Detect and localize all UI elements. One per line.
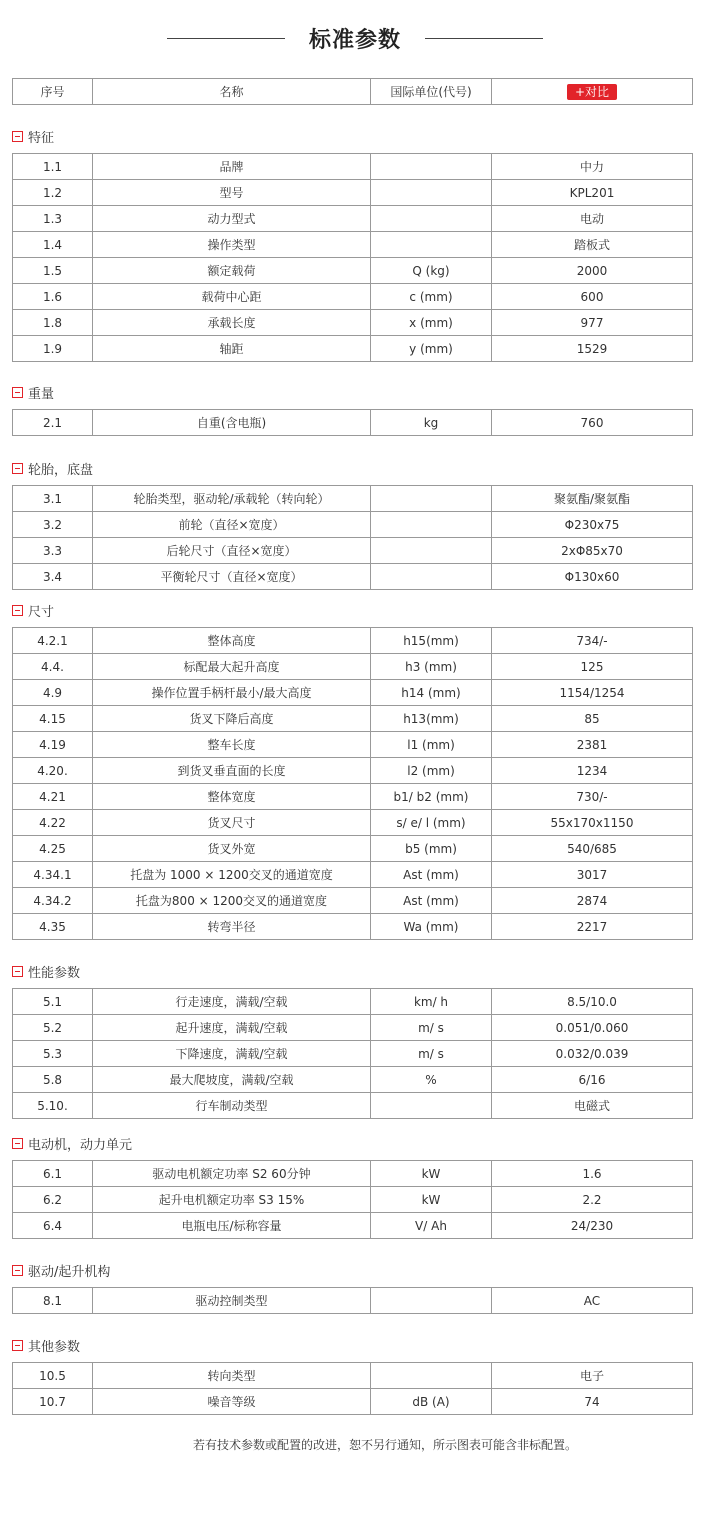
- table-row: [13, 258, 693, 284]
- row-name: 操作位置手柄杆最小/最大高度: [93, 680, 371, 706]
- row-name: 后轮尺寸（直径×宽度）: [93, 538, 371, 564]
- spec-table: [12, 409, 693, 436]
- row-name: 额定载荷: [93, 258, 371, 284]
- row-number: 4.2.1: [13, 628, 93, 654]
- minus-square-icon[interactable]: [12, 463, 23, 474]
- row-number: 6.2: [13, 1187, 93, 1213]
- row-number: 3.1: [13, 486, 93, 512]
- row-name: 转向类型: [93, 1363, 371, 1389]
- row-number: 1.9: [13, 336, 93, 362]
- row-unit: h3 (mm): [371, 654, 492, 680]
- minus-square-icon[interactable]: [12, 1265, 23, 1276]
- row-value: 540/685: [492, 836, 693, 862]
- row-unit: [371, 232, 492, 258]
- minus-square-icon[interactable]: [12, 966, 23, 977]
- row-number: 5.3: [13, 1041, 93, 1067]
- footer-disclaimer: 若有技术参数或配置的改进，恕不另行通知，所示图表可能含非标配置。: [192, 1438, 577, 1452]
- row-unit: kW: [371, 1187, 492, 1213]
- row-value: 600: [492, 284, 693, 310]
- table-row: [13, 232, 693, 258]
- row-name: 平衡轮尺寸（直径×宽度）: [93, 564, 371, 590]
- page-title-bar: [0, 18, 710, 58]
- row-number: 10.7: [13, 1389, 93, 1415]
- row-value: 2874: [492, 888, 693, 914]
- row-number: 1.1: [13, 154, 93, 180]
- page-title: 标准参数: [308, 27, 401, 53]
- row-value: 0.032/0.039: [492, 1041, 693, 1067]
- section-header[interactable]: [12, 1134, 132, 1152]
- row-unit: h13(mm): [371, 706, 492, 732]
- row-value: 2.2: [492, 1187, 693, 1213]
- table-row: [13, 512, 693, 538]
- section-header[interactable]: [12, 1261, 110, 1279]
- compare-button[interactable]: +对比: [567, 84, 617, 100]
- row-unit: %: [371, 1067, 492, 1093]
- row-unit: [371, 206, 492, 232]
- table-row: [13, 1213, 693, 1239]
- table-row: [13, 154, 693, 180]
- row-number: 5.10.: [13, 1093, 93, 1119]
- row-number: 4.34.2: [13, 888, 93, 914]
- row-unit: l1 (mm): [371, 732, 492, 758]
- row-name: 噪音等级: [93, 1389, 371, 1415]
- section-header[interactable]: [12, 601, 54, 619]
- section-header[interactable]: [12, 962, 80, 980]
- row-value: 6/16: [492, 1067, 693, 1093]
- row-number: 4.20.: [13, 758, 93, 784]
- row-name: 转弯半径: [93, 914, 371, 940]
- row-number: 3.4: [13, 564, 93, 590]
- table-row: [13, 206, 693, 232]
- row-number: 5.8: [13, 1067, 93, 1093]
- row-unit: m/ s: [371, 1041, 492, 1067]
- row-value: 2217: [492, 914, 693, 940]
- table-row: [13, 1363, 693, 1389]
- spec-table: [12, 153, 693, 362]
- spec-header-table: [12, 78, 693, 105]
- row-unit: dB (A): [371, 1389, 492, 1415]
- row-value: 1234: [492, 758, 693, 784]
- row-value: 电动: [492, 206, 693, 232]
- row-name: 操作类型: [93, 232, 371, 258]
- row-unit: [371, 486, 492, 512]
- row-value: Φ230x75: [492, 512, 693, 538]
- row-value: Φ130x60: [492, 564, 693, 590]
- section-title: 其他参数: [28, 1339, 81, 1355]
- table-row: [13, 680, 693, 706]
- row-name: 到货叉垂直面的长度: [93, 758, 371, 784]
- table-row: [13, 564, 693, 590]
- row-unit: km/ h: [371, 989, 492, 1015]
- minus-square-icon[interactable]: [12, 387, 23, 398]
- row-name: 行走速度，满载/空载: [93, 989, 371, 1015]
- row-number: 5.2: [13, 1015, 93, 1041]
- row-number: 4.35: [13, 914, 93, 940]
- table-row: [13, 836, 693, 862]
- row-unit: [371, 154, 492, 180]
- row-value: 1.6: [492, 1161, 693, 1187]
- row-name: 货叉下降后高度: [93, 706, 371, 732]
- table-row: [13, 628, 693, 654]
- section-title: 特征: [28, 130, 55, 146]
- row-number: 4.21: [13, 784, 93, 810]
- row-unit: Ast (mm): [371, 862, 492, 888]
- row-value: 2xΦ85x70: [492, 538, 693, 564]
- section-title: 尺寸: [28, 604, 55, 620]
- row-unit: [371, 564, 492, 590]
- row-value: 0.051/0.060: [492, 1015, 693, 1041]
- row-number: 4.15: [13, 706, 93, 732]
- title-divider-right: [425, 38, 543, 39]
- row-name: 整车长度: [93, 732, 371, 758]
- row-name: 行车制动类型: [93, 1093, 371, 1119]
- row-number: 1.6: [13, 284, 93, 310]
- header-compare-cell: [492, 79, 693, 105]
- row-number: 1.5: [13, 258, 93, 284]
- section-header[interactable]: [12, 383, 54, 401]
- spec-table: [12, 1287, 693, 1314]
- row-number: 4.25: [13, 836, 93, 862]
- title-divider-left: [167, 38, 285, 39]
- table-row: [13, 1015, 693, 1041]
- section-title: 电动机，动力单元: [28, 1137, 133, 1153]
- row-number: 2.1: [13, 410, 93, 436]
- row-value: AC: [492, 1288, 693, 1314]
- row-number: 3.2: [13, 512, 93, 538]
- spec-table: [12, 988, 693, 1119]
- table-row: [13, 180, 693, 206]
- row-unit: s/ e/ l (mm): [371, 810, 492, 836]
- table-row: [13, 1187, 693, 1213]
- row-number: 1.3: [13, 206, 93, 232]
- row-value: 2381: [492, 732, 693, 758]
- row-name: 标配最大起升高度: [93, 654, 371, 680]
- row-value: 1529: [492, 336, 693, 362]
- row-name: 型号: [93, 180, 371, 206]
- row-value: 2000: [492, 258, 693, 284]
- row-name: 货叉尺寸: [93, 810, 371, 836]
- section-header[interactable]: [12, 459, 93, 477]
- row-name: 起升速度，满载/空载: [93, 1015, 371, 1041]
- row-name: 驱动控制类型: [93, 1288, 371, 1314]
- row-name: 下降速度，满载/空载: [93, 1041, 371, 1067]
- row-number: 4.9: [13, 680, 93, 706]
- spec-table: [12, 627, 693, 940]
- table-row: [13, 888, 693, 914]
- row-name: 整体高度: [93, 628, 371, 654]
- row-name: 载荷中心距: [93, 284, 371, 310]
- row-name: 最大爬坡度，满载/空载: [93, 1067, 371, 1093]
- row-number: 1.4: [13, 232, 93, 258]
- row-value: 55x170x1150: [492, 810, 693, 836]
- row-value: 74: [492, 1389, 693, 1415]
- row-name: 驱动电机额定功率 S2 60分钟: [93, 1161, 371, 1187]
- row-value: 760: [492, 410, 693, 436]
- row-name: 动力型式: [93, 206, 371, 232]
- table-row: [13, 1389, 693, 1415]
- row-unit: kW: [371, 1161, 492, 1187]
- row-value: 977: [492, 310, 693, 336]
- row-unit: l2 (mm): [371, 758, 492, 784]
- row-number: 1.8: [13, 310, 93, 336]
- row-unit: b1/ b2 (mm): [371, 784, 492, 810]
- row-value: 踏板式: [492, 232, 693, 258]
- row-name: 货叉外宽: [93, 836, 371, 862]
- table-row: [13, 1067, 693, 1093]
- table-row: [13, 486, 693, 512]
- row-name: 起升电机额定功率 S3 15%: [93, 1187, 371, 1213]
- row-unit: y (mm): [371, 336, 492, 362]
- row-unit: b5 (mm): [371, 836, 492, 862]
- row-number: 4.34.1: [13, 862, 93, 888]
- row-name: 托盘为 1000 × 1200交叉的通道宽度: [93, 862, 371, 888]
- row-value: 8.5/10.0: [492, 989, 693, 1015]
- table-row: [13, 862, 693, 888]
- row-name: 轴距: [93, 336, 371, 362]
- row-number: 4.19: [13, 732, 93, 758]
- row-value: 3017: [492, 862, 693, 888]
- row-number: 1.2: [13, 180, 93, 206]
- table-row: [13, 732, 693, 758]
- row-number: 3.3: [13, 538, 93, 564]
- row-name: 承载长度: [93, 310, 371, 336]
- spec-table: [12, 485, 693, 590]
- table-row: [13, 784, 693, 810]
- row-number: 4.4.: [13, 654, 93, 680]
- row-name: 品牌: [93, 154, 371, 180]
- row-unit: V/ Ah: [371, 1213, 492, 1239]
- row-value: KPL201: [492, 180, 693, 206]
- table-row: [13, 654, 693, 680]
- row-unit: [371, 1093, 492, 1119]
- spec-table: [12, 1362, 693, 1415]
- row-name: 自重(含电瓶): [93, 410, 371, 436]
- row-value: 中力: [492, 154, 693, 180]
- minus-square-icon[interactable]: [12, 1138, 23, 1149]
- row-value: 734/-: [492, 628, 693, 654]
- row-value: 1154/1254: [492, 680, 693, 706]
- row-value: 730/-: [492, 784, 693, 810]
- table-row: [13, 1161, 693, 1187]
- row-value: 电磁式: [492, 1093, 693, 1119]
- row-value: 125: [492, 654, 693, 680]
- row-name: 前轮（直径×宽度）: [93, 512, 371, 538]
- row-unit: h15(mm): [371, 628, 492, 654]
- table-row: [13, 810, 693, 836]
- table-row: [13, 706, 693, 732]
- minus-square-icon[interactable]: [12, 131, 23, 142]
- header-no: 序号: [13, 79, 93, 105]
- row-value: 24/230: [492, 1213, 693, 1239]
- header-unit: 国际单位(代号): [371, 79, 492, 105]
- table-row: [13, 1041, 693, 1067]
- minus-square-icon[interactable]: [12, 605, 23, 616]
- row-number: 4.22: [13, 810, 93, 836]
- section-title: 轮胎，底盘: [28, 462, 94, 478]
- row-unit: [371, 512, 492, 538]
- table-row: [13, 989, 693, 1015]
- section-title: 驱动/起升机构: [28, 1264, 111, 1280]
- row-unit: [371, 1288, 492, 1314]
- row-number: 6.4: [13, 1213, 93, 1239]
- row-unit: [371, 538, 492, 564]
- row-unit: h14 (mm): [371, 680, 492, 706]
- table-row: [13, 1093, 693, 1119]
- row-value: 85: [492, 706, 693, 732]
- row-number: 6.1: [13, 1161, 93, 1187]
- row-number: 8.1: [13, 1288, 93, 1314]
- section-title: 重量: [28, 386, 55, 402]
- section-header[interactable]: [12, 1336, 80, 1354]
- table-row: [13, 284, 693, 310]
- row-unit: kg: [371, 410, 492, 436]
- row-unit: Q (kg): [371, 258, 492, 284]
- row-name: 整体宽度: [93, 784, 371, 810]
- row-name: 轮胎类型，驱动轮/承载轮（转向轮）: [93, 486, 371, 512]
- table-row: [13, 410, 693, 436]
- row-value: 聚氨酯/聚氨酯: [492, 486, 693, 512]
- spec-table: [12, 1160, 693, 1239]
- table-row: [13, 1288, 693, 1314]
- section-title: 性能参数: [28, 965, 81, 981]
- row-unit: x (mm): [371, 310, 492, 336]
- table-row: [13, 538, 693, 564]
- section-header[interactable]: [12, 127, 54, 145]
- table-row: [13, 758, 693, 784]
- row-name: 托盘为800 × 1200交叉的通道宽度: [93, 888, 371, 914]
- table-row: [13, 914, 693, 940]
- header-name: 名称: [93, 79, 371, 105]
- row-unit: Ast (mm): [371, 888, 492, 914]
- row-unit: c (mm): [371, 284, 492, 310]
- minus-square-icon[interactable]: [12, 1340, 23, 1351]
- row-number: 5.1: [13, 989, 93, 1015]
- row-unit: Wa (mm): [371, 914, 492, 940]
- row-name: 电瓶电压/标称容量: [93, 1213, 371, 1239]
- table-row: [13, 310, 693, 336]
- table-row: [13, 336, 693, 362]
- header-row: [13, 79, 693, 105]
- row-value: 电子: [492, 1363, 693, 1389]
- row-unit: [371, 180, 492, 206]
- row-number: 10.5: [13, 1363, 93, 1389]
- row-unit: [371, 1363, 492, 1389]
- row-unit: m/ s: [371, 1015, 492, 1041]
